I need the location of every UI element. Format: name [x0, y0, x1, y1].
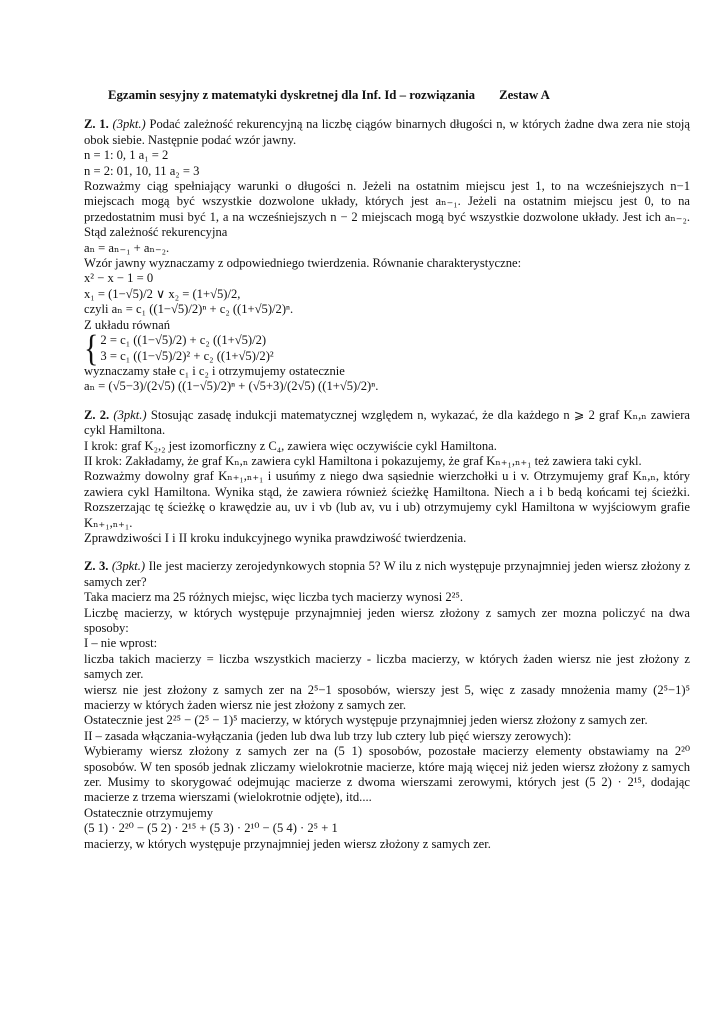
solution-paragraph: Taka macierz ma 25 różnych miejsc, więc liczba tych macierzy wynosi 2²⁵. — [84, 590, 463, 605]
problem-id: Z. 3. — [84, 559, 109, 574]
problem-2 — [84, 408, 690, 547]
characteristic-equation: x² − x − 1 = 0 — [84, 271, 154, 286]
general-solution: czyli aₙ = c₁ ((1−√5)/2)ⁿ + c₂ ((1+√5)/2)ⁿ. — [84, 302, 294, 317]
problem-points: (3pkt.) — [112, 117, 146, 132]
problem-3-statement — [84, 559, 690, 590]
explicit-formula: aₙ = (√5−3)/(2√5) ((1−√5)/2)ⁿ + (√5+3)/(2√5) ((1+√5)/2)ⁿ. — [84, 379, 379, 394]
problem-1-statement — [84, 117, 690, 148]
solution-line: Ostatecznie otrzymujemy — [84, 805, 214, 820]
solution-paragraph: I krok: graf K₂,₂ jest izomorficzny z C₄, zawiera więc oczywiście cykl Hamiltona. — [84, 438, 497, 453]
problem-3 — [84, 559, 690, 852]
solution-line: n = 1: 0, 1 a₁ = 2 — [84, 148, 169, 163]
equation-system — [84, 327, 690, 369]
solution-paragraph: Zprawdziwości I i II kroku indukcyjnego wynika prawdziwość twierdzenia. — [84, 530, 467, 545]
system-equation: 2 = c₁ ((1−√5)/2) + c₂ ((1+√5)/2) — [100, 333, 267, 348]
problem-points: (3pkt.) — [111, 559, 146, 574]
problem-points: (3pkt.) — [113, 407, 147, 422]
system-equation: 3 = c₁ ((1−√5)/2)² + c₂ ((1+√5)/2)² — [100, 348, 274, 363]
solution-paragraph: liczba takich macierzy = liczba wszystkich macierzy - liczba macierzy, w których żaden wiersz nie jest złożony z samych zer. — [84, 651, 690, 682]
solution-paragraph: macierzy, w których występuje przynajmniej jeden wiersz złożony z samych zer. — [84, 836, 491, 851]
page-title — [108, 88, 690, 103]
recurrence-formula: aₙ = aₙ₋₁ + aₙ₋₂. — [84, 240, 170, 255]
title-set: Zestaw A — [499, 88, 550, 102]
title-main: Egzamin sesyjny z matematyki dyskretnej dla Inf. Id – rozwiązania — [108, 88, 476, 102]
solution-line: Wzór jawny wyznaczamy z odpowiedniego twierdzenia. Równanie charakterystyczne: — [84, 256, 522, 271]
solution-paragraph: Ostatecznie jest 2²⁵ − (2⁵ − 1)⁵ macierzy, w których występuje przynajmniej jeden wiersz złożony z samych zer. — [84, 713, 648, 728]
problem-text: Stosując zasadę indukcji matematycznej względem n, wykazać, że dla każdego n ⩾ 2 graf Kₙ,ₙ zawiera cykl Hamiltona. — [84, 407, 690, 438]
solution-paragraph: wiersz nie jest złożony z samych zer na 2⁵−1 sposobów, wierszy jest 5, więc z zasady mnożenia mamy (2⁵−1)⁵ macierzy w których żaden wiersz nie jest złożony z samych zer. — [84, 682, 690, 713]
problem-1 — [84, 117, 690, 394]
solution-paragraph: II krok: Zakładamy, że graf Kₙ,ₙ zawiera cykl Hamiltona i pokazujemy, że graf Kₙ₊₁,ₙ₊₁ też zawiera taki cykl. — [84, 453, 642, 468]
solution-paragraph: Liczbę macierzy, w których występuje przynajmniej jeden wiersz złożony z samych zer mozna policzyć na dwa sposoby: — [84, 605, 690, 635]
solution-paragraph: Rozważmy dowolny graf Kₙ₊₁,ₙ₊₁ i usuńmy z niego dwa sąsiednie wierzchołki u i v. Otrzymujemy graf Kₙ,ₙ, który zawiera cykl Hamiltona. Wynika stąd, że zawiera również ścieżkę Hamiltona. Niech a i b bedą końcami tej ścieżki. Rozszerzając tę ścieżkę o krawędzie au, uv i vb (lub av, vu i ub) otrzymujemy cykl Hamiltona w wyjściowym grafie Kₙ₊₁,ₙ₊₁. — [84, 469, 690, 530]
final-formula: (5 1) · 2²⁰ − (5 2) · 2¹⁵ + (5 3) · 2¹⁰ − (5 4) · 2⁵ + 1 — [84, 821, 338, 836]
solution-paragraph: Rozważmy ciąg spełniający warunki o długości n. Jeżeli na ostatnim miejscu jest 1, to na wcześniejszych n−1 miejscach mogą być wszystkie dozwolone układy, których jest aₙ₋₁. Jeżeli na ostatnim miejscu jest 0, to na przedostatnim musi być 1, a na wcześniejszych n − 2 miejscach mogą być wszystkie dozwolone układy. Jest ich aₙ₋₂. Stąd zależność rekurencyjna — [84, 179, 690, 240]
left-brace: { — [84, 327, 99, 369]
roots-formula: x₁ = (1−√5)/2 ∨ x₂ = (1+√5)/2, — [84, 286, 241, 301]
problem-text: Podać zależność rekurencyjną na liczbę ciągów binarnych długości n, w których żadne dwa zera nie stoją obok siebie. Następnie podać wzór jawny. — [84, 117, 690, 147]
problem-id: Z. 2. — [84, 407, 110, 422]
solution-line: Z układu równań — [84, 317, 171, 332]
exam-solutions-page — [84, 88, 690, 865]
problem-text: Ile jest macierzy zerojedynkowych stopnia 5? W ilu z nich występuje przynajmniej jeden wiersz złożony z samych zer? — [84, 559, 690, 589]
equation-system-rows — [100, 333, 273, 364]
problem-id: Z. 1. — [84, 117, 109, 132]
solution-line: I – nie wprost: — [84, 636, 158, 651]
solution-paragraph: II – zasada włączania-wyłączania (jeden lub dwa lub trzy lub cztery lub pięć wierszy zerowych): — [84, 728, 572, 743]
problem-2-statement — [84, 408, 690, 439]
solution-line: wyznaczamy stałe c₁ i c₂ i otrzymujemy ostatecznie — [84, 363, 345, 378]
solution-paragraph: Wybieramy wiersz złożony z samych zer na (5 1) sposobów, pozostałe macierzy elementy obstawiamy na 2²⁰ sposobów. W ten sposób jednak zliczamy wielokrotnie macierze, które mają więcej niż jeden wiersz złożony z samych zer. Musimy to skorygować odejmując macierze z dwoma wierszami zerowymi, których jest (5 2) · 2¹⁵, dodając macierze z trzema wierszami (wielokrotnie odjęte), itd.... — [84, 744, 690, 805]
solution-line: n = 2: 01, 10, 11 a₂ = 3 — [84, 163, 200, 178]
